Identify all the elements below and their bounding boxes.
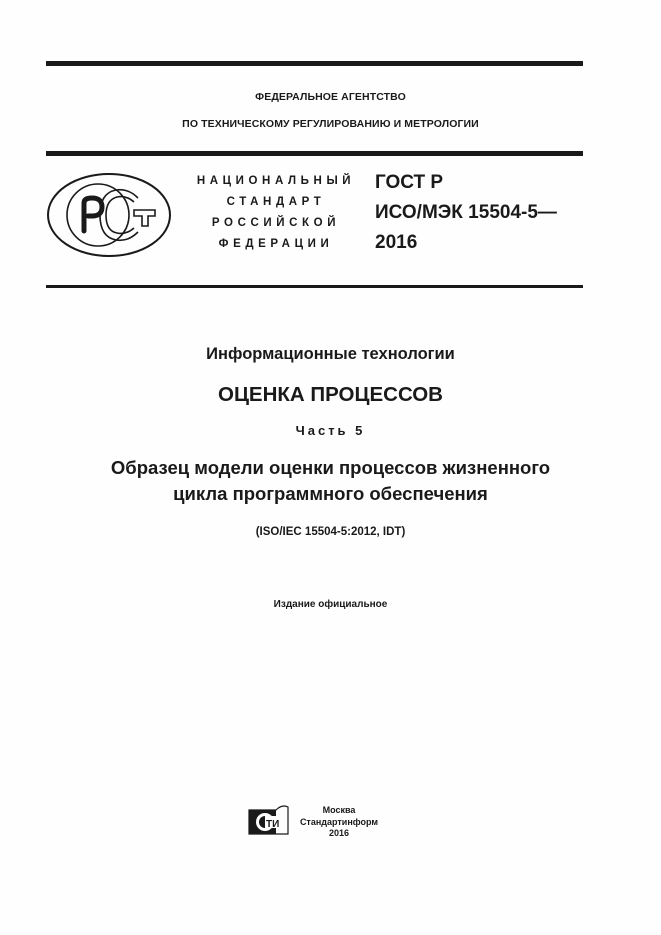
publisher-info: [294, 805, 384, 840]
standartinform-logo-icon: [248, 804, 290, 836]
designation-line-1: ГОСТ Р: [375, 172, 444, 193]
standard-block-rule: [46, 285, 583, 288]
publisher-city: Москва: [322, 805, 356, 815]
svg-text:ТИ: ТИ: [266, 819, 280, 830]
edition-label: Издание официальное: [273, 599, 388, 610]
subject-heading: Информационные технологии: [206, 345, 455, 363]
national-standard-line-4: ФЕДЕРАЦИИ: [218, 238, 334, 250]
gost-r-logo-icon: [46, 171, 174, 259]
header-divider-rule: [46, 151, 583, 156]
document-subtitle: [0, 455, 661, 507]
subtitle-line-1: Образец модели оценки процессов жизненного: [110, 457, 551, 478]
national-standard-line-2: СТАНДАРТ: [226, 196, 326, 208]
top-rule: [46, 61, 583, 66]
agency-line-2: ПО ТЕХНИЧЕСКОМУ РЕГУЛИРОВАНИЮ И МЕТРОЛОГИИ: [182, 118, 479, 130]
publisher-name: Стандартинформ: [299, 816, 379, 827]
national-standard-line-1: НАЦИОНАЛЬНЫЙ: [196, 175, 356, 187]
iso-reference: (ISO/IEC 15504-5:2012, IDT): [255, 526, 406, 538]
document-title: ОЦЕНКА ПРОЦЕССОВ: [218, 383, 443, 406]
publisher-year: 2016: [328, 828, 350, 838]
national-standard-label: [186, 171, 366, 255]
designation-line-3: 2016: [375, 232, 418, 253]
agency-line-1: ФЕДЕРАЛЬНОЕ АГЕНТСТВО: [255, 91, 406, 103]
standard-designation: [375, 168, 557, 258]
designation-line-2: ИСО/МЭК 15504-5—: [375, 202, 557, 223]
national-standard-line-3: РОССИЙСКОЙ: [211, 217, 341, 229]
subtitle-line-2: цикла программного обеспечения: [173, 483, 488, 504]
part-number: Часть 5: [295, 423, 366, 438]
